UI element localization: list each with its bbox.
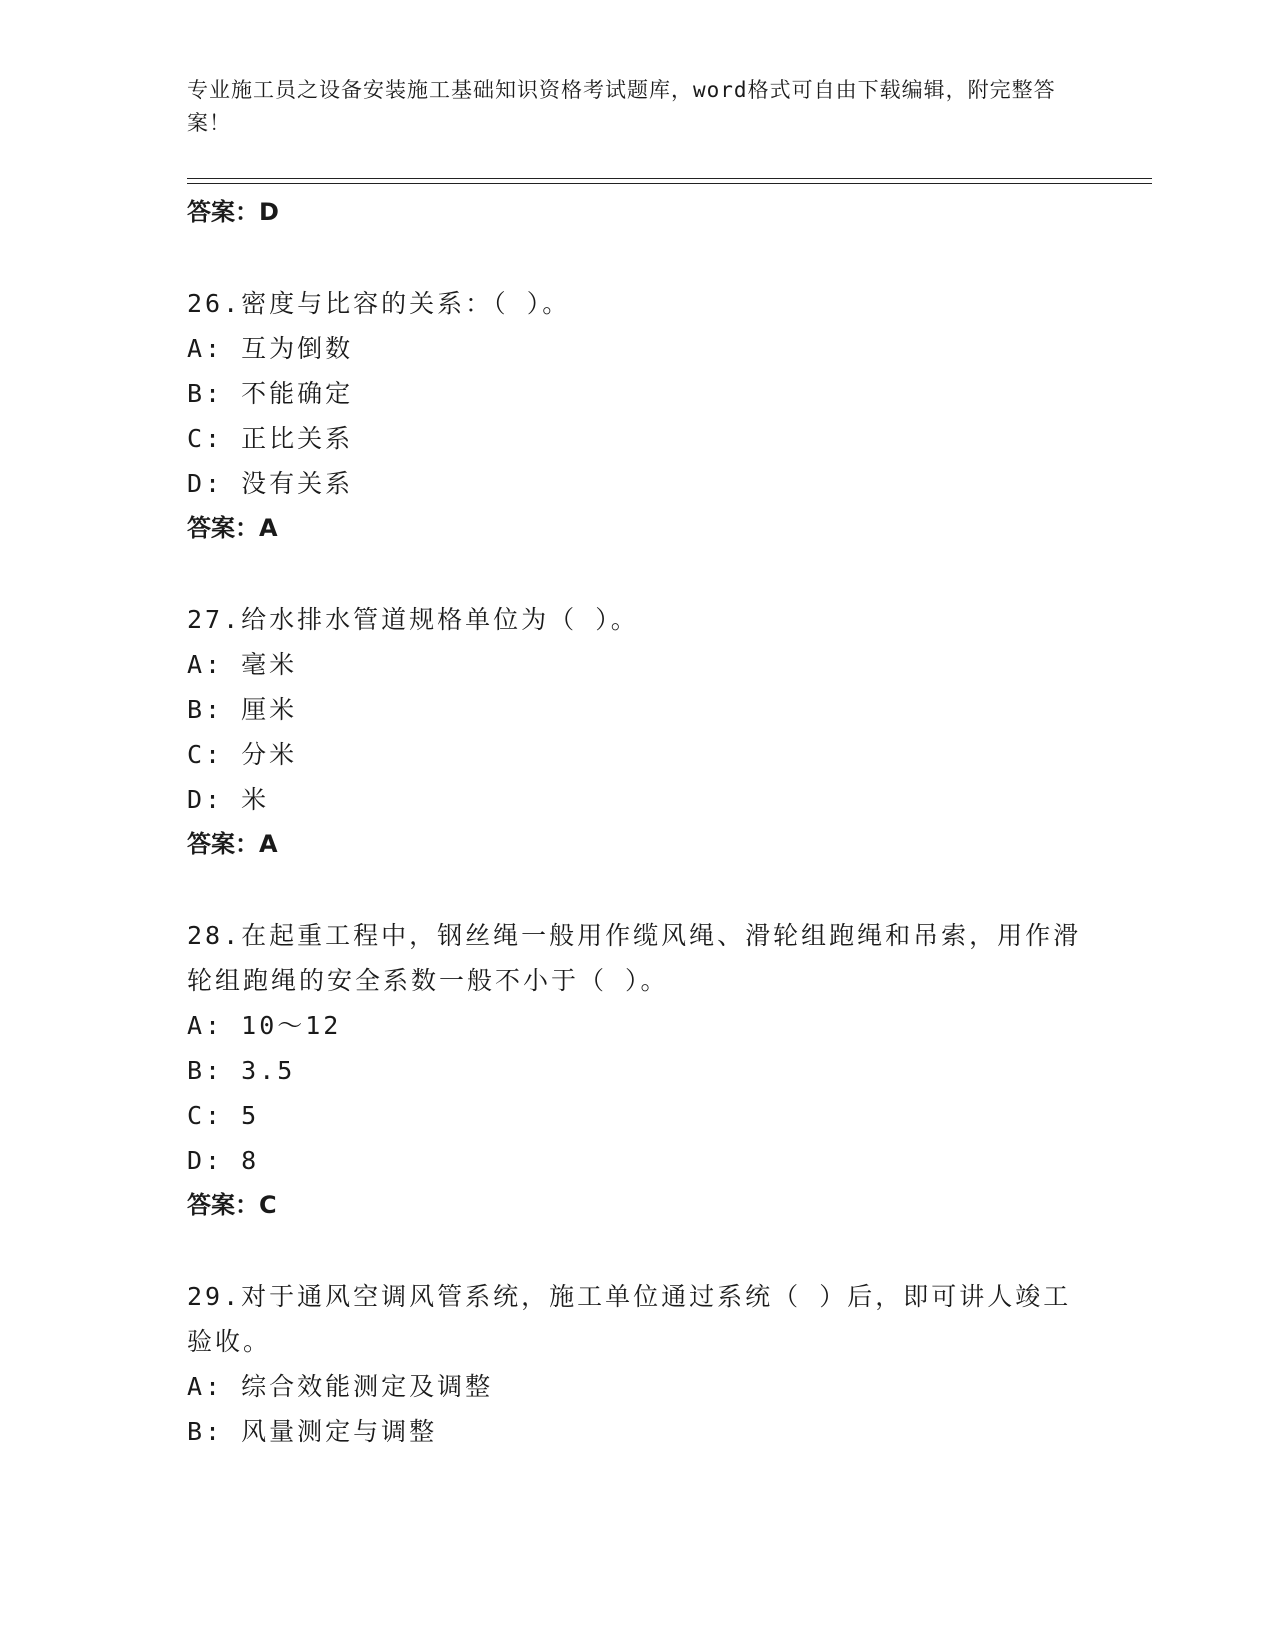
option-c: C: 正比关系	[187, 424, 354, 453]
question-list	[187, 190, 1087, 1454]
question-26	[187, 281, 1087, 550]
question-stem: 28.在起重工程中，钢丝绳一般用作缆风绳、滑轮组跑绳和吊索，用作滑轮组跑绳的安全系数一般不小于（ ）。	[187, 921, 1082, 995]
answer-line: 答案：D	[187, 198, 279, 226]
option-a: A: 10～12	[187, 1011, 342, 1040]
option-d: D: 米	[187, 785, 270, 814]
question-29	[187, 1274, 1087, 1454]
question-stem: 27.给水排水管道规格单位为（ ）。	[187, 605, 639, 634]
option-b: B: 厘米	[187, 695, 298, 724]
answer-line: 答案：A	[187, 830, 278, 858]
answer-line: 答案：A	[187, 514, 278, 542]
option-d: D: 8	[187, 1146, 260, 1175]
option-c: C: 5	[187, 1101, 260, 1130]
question-stem: 26.密度与比容的关系：（ ）。	[187, 289, 571, 318]
question-27	[187, 597, 1087, 866]
header-rule-bottom	[187, 183, 1152, 184]
option-b: B: 风量测定与调整	[187, 1417, 438, 1446]
question-stem: 29.对于通风空调风管系统，施工单位通过系统（ ）后，即可讲人竣工验收。	[187, 1282, 1072, 1356]
answer-line: 答案：C	[187, 1191, 277, 1219]
header-rule-top	[187, 178, 1152, 179]
question-28	[187, 913, 1087, 1227]
option-c: C: 分米	[187, 740, 298, 769]
option-b: B: 3.5	[187, 1056, 296, 1085]
option-a: A: 综合效能测定及调整	[187, 1372, 494, 1401]
option-a: A: 互为倒数	[187, 334, 354, 363]
option-d: D: 没有关系	[187, 469, 354, 498]
header-text: 专业施工员之设备安装施工基础知识资格考试题库，word格式可自由下载编辑，附完整答案！	[187, 78, 1056, 135]
document-header	[187, 74, 1067, 140]
option-b: B: 不能确定	[187, 379, 354, 408]
option-a: A: 毫米	[187, 650, 298, 679]
